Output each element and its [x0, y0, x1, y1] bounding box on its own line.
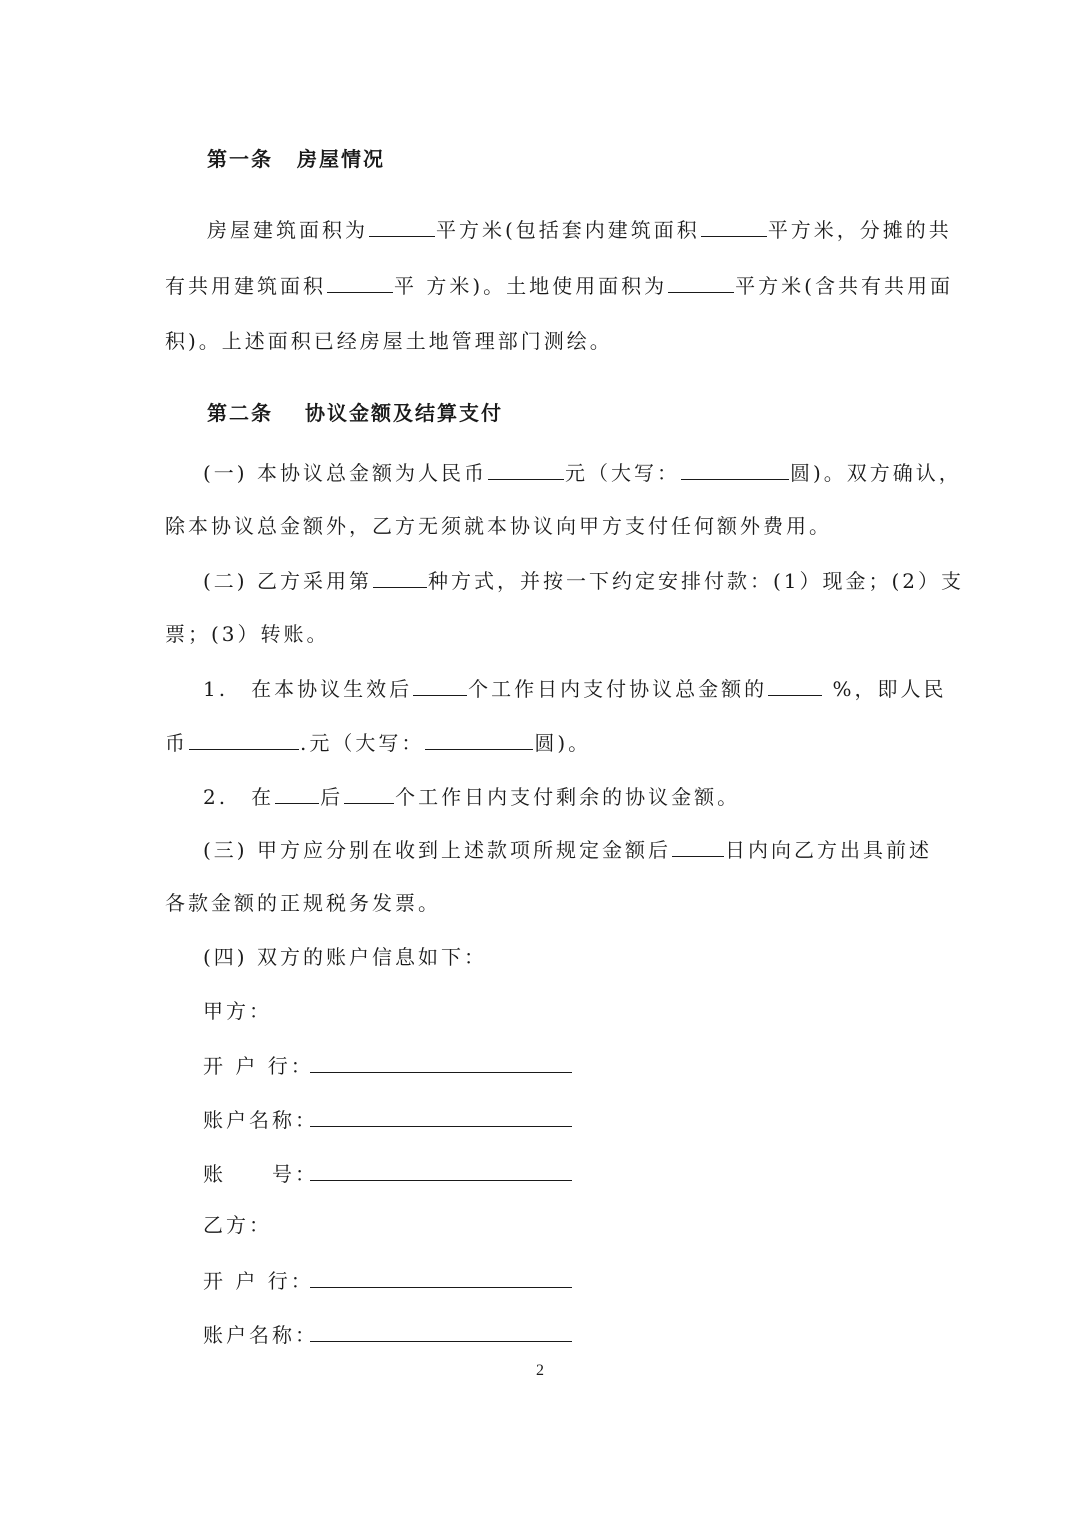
paragraph-line: 各款金额的正规税务发票。	[165, 891, 441, 915]
fill-blank	[310, 1319, 572, 1342]
fill-blank	[413, 673, 467, 696]
fill-blank	[668, 270, 734, 293]
paragraph-line: (四) 双方的账户信息如下：	[203, 945, 487, 969]
fill-blank	[310, 1265, 572, 1288]
fill-blank	[701, 214, 767, 237]
paragraph-line: 有共用建筑面积 平 方米)。土地使用面积为 平方米(含共有共用面	[165, 270, 953, 301]
fill-blank	[310, 1158, 572, 1181]
paragraph-line: (一) 本协议总金额为人民币 元（大写： 圆)。双方确认，	[203, 457, 962, 488]
page-number: 2	[536, 1362, 544, 1379]
party-b-bank-row: 开 户 行：	[203, 1265, 573, 1296]
list-item-continued: 币 .元（大写： 圆)。	[165, 727, 591, 758]
party-b-label: 乙方：	[203, 1213, 272, 1237]
party-a-label: 甲方：	[203, 999, 272, 1023]
paragraph-line: 房屋建筑面积为 平方米(包括套内建筑面积 平方米，分摊的共	[207, 214, 952, 245]
paragraph-line: 票；(3）转账。	[165, 622, 330, 646]
list-item: 1. 在本协议生效后 个工作日内支付协议总金额的 %，即人民	[203, 673, 946, 704]
fill-blank	[327, 270, 393, 293]
article-number: 第一条	[207, 147, 273, 171]
paragraph-line: (二) 乙方采用第 种方式，并按一下约定安排付款：(1）现金；(2）支	[203, 565, 964, 596]
paragraph-line: 积)。上述面积已经房屋土地管理部门测绘。	[165, 329, 613, 353]
fill-blank	[310, 1050, 572, 1073]
fill-blank	[681, 457, 789, 480]
article-2-heading	[207, 398, 503, 428]
fill-blank	[425, 727, 533, 750]
party-a-account-name-row: 账户名称：	[203, 1104, 573, 1135]
list-item: 2. 在 后 个工作日内支付剩余的协议金额。	[203, 781, 740, 812]
fill-blank	[310, 1104, 572, 1127]
article-title: 房屋情况	[297, 147, 385, 171]
fill-blank	[275, 781, 319, 804]
fill-blank	[189, 727, 299, 750]
party-a-account-number-row: 账 号：	[203, 1158, 573, 1189]
fill-blank	[672, 834, 724, 857]
article-1-heading	[207, 144, 385, 174]
paragraph-line: 除本协议总金额外，乙方无须就本协议向甲方支付任何额外费用。	[165, 514, 832, 538]
article-number: 第二条	[207, 401, 273, 425]
party-b-account-name-row: 账户名称：	[203, 1319, 573, 1350]
paragraph-line: (三) 甲方应分别在收到上述款项所规定金额后 日内向乙方出具前述	[203, 834, 932, 865]
fill-blank	[768, 673, 822, 696]
fill-blank	[488, 457, 564, 480]
party-a-bank-row: 开 户 行：	[203, 1050, 573, 1081]
article-title: 协议金额及结算支付	[305, 401, 503, 425]
fill-blank	[369, 214, 435, 237]
fill-blank	[373, 565, 427, 588]
fill-blank	[344, 781, 394, 804]
